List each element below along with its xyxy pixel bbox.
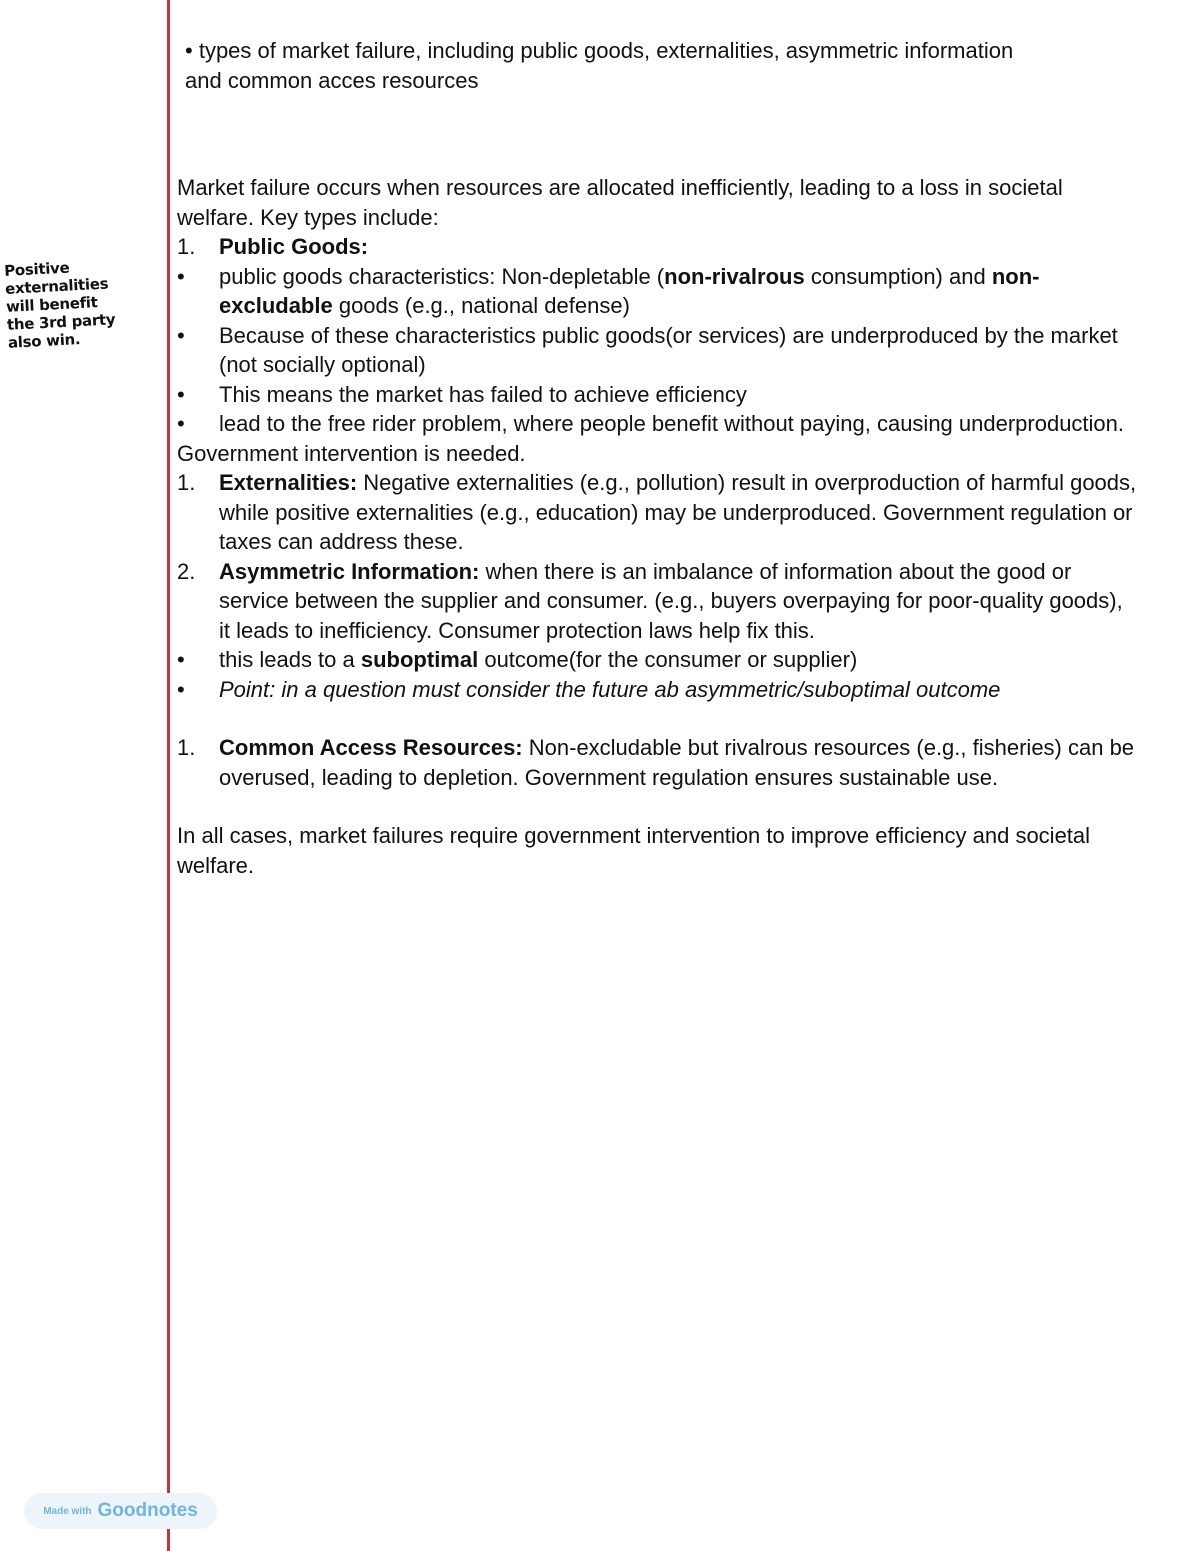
badge-brand-text: Goodnotes	[97, 1500, 198, 1521]
bold-term: non-excludable	[219, 263, 1040, 318]
closing-paragraph: In all cases, market failures require government intervention to improve efficiency and societal welfare.	[177, 823, 1091, 878]
note-line: externalities	[4, 274, 109, 298]
section-title: Asymmetric Information:	[219, 558, 480, 584]
section-text: when there is an imbalance of information about the good or service between the supplier and consumer. (e.g., buyers overpaying for poor-quality goods), it leads to inefficiency. Consumer protection laws help fix this.	[219, 558, 1123, 643]
bold-term: non-rivalrous	[664, 263, 805, 289]
badge-small-text: Made with	[43, 1505, 92, 1517]
bullet-glyph: •	[177, 676, 185, 702]
list-number: 1.	[177, 234, 196, 259]
note-line: will benefit	[5, 293, 98, 316]
text-run: this leads to a	[219, 647, 361, 672]
page-margin-line	[167, 0, 170, 1551]
made-with-goodnotes-badge	[24, 1493, 217, 1529]
note-line: also win.	[7, 330, 81, 352]
section-common-access-resources	[177, 733, 1137, 792]
section-asymmetric-information	[177, 557, 1137, 646]
syllabus-line-1: types of market failure, including public goods, externalities, asymmetric information	[198, 38, 1014, 63]
section-public-goods	[177, 232, 1137, 262]
list-item	[177, 321, 1137, 380]
document-body	[177, 36, 1137, 880]
text-run: public goods characteristics: Non-depletable (	[219, 263, 665, 289]
list-item-text: Because of these characteristics public goods(or services) are underproduced by the market (not socially optional)	[219, 322, 1118, 377]
list-item	[177, 409, 1137, 439]
bullet-glyph: •	[177, 411, 185, 436]
section-title: Externalities:	[219, 470, 358, 495]
bold-term: suboptimal	[360, 647, 479, 672]
list-item	[177, 675, 1137, 705]
section-title: Common Access Resources:	[219, 735, 523, 760]
list-number: 1.	[177, 735, 196, 760]
section-title: Public Goods:	[219, 234, 369, 259]
bullet-glyph: •	[185, 38, 193, 63]
text-run: goods (e.g., national defense)	[332, 293, 630, 318]
text-run: consumption) and	[804, 263, 992, 289]
list-item	[177, 380, 1137, 410]
section-text: Negative externalities (e.g., pollution) result in overproduction of harmful goods, while positive externalities (e.g., education) may be underproduced. Government regulation or taxes can address these.	[219, 470, 1137, 554]
note-line: the 3rd party	[6, 310, 116, 334]
bullet-glyph: •	[177, 647, 185, 672]
list-number: 1.	[177, 470, 196, 495]
list-item-text: This means the market has failed to achieve efficiency	[219, 381, 747, 407]
list-item-text: Point: in a question must consider the future ab asymmetric/suboptimal outcome	[219, 676, 1001, 702]
list-item-text: lead to the free rider problem, where people benefit without paying, causing underproduction.	[219, 411, 1125, 436]
list-item	[177, 645, 1137, 675]
bullet-glyph: •	[177, 381, 185, 407]
text-run: outcome(for the consumer or supplier)	[478, 647, 858, 672]
bullet-glyph: •	[177, 263, 185, 289]
list-number: 2.	[177, 558, 196, 584]
note-line: Positive	[3, 258, 70, 280]
syllabus-line-2: and common acces resources	[185, 67, 479, 93]
public-goods-conclusion: Government intervention is needed.	[177, 440, 526, 466]
section-externalities	[177, 468, 1137, 557]
intro-paragraph: Market failure occurs when resources are allocated inefficiently, leading to a loss in societal welfare. Key types include:	[177, 175, 1063, 230]
bullet-glyph: •	[177, 322, 185, 348]
handwritten-margin-note	[4, 254, 159, 352]
syllabus-point	[185, 36, 1137, 95]
list-item	[177, 262, 1137, 321]
section-text: Non-excludable but rivalrous resources (e.g., fisheries) can be overused, leading to depletion. Government regulation ensures sustainable use.	[219, 735, 1135, 790]
